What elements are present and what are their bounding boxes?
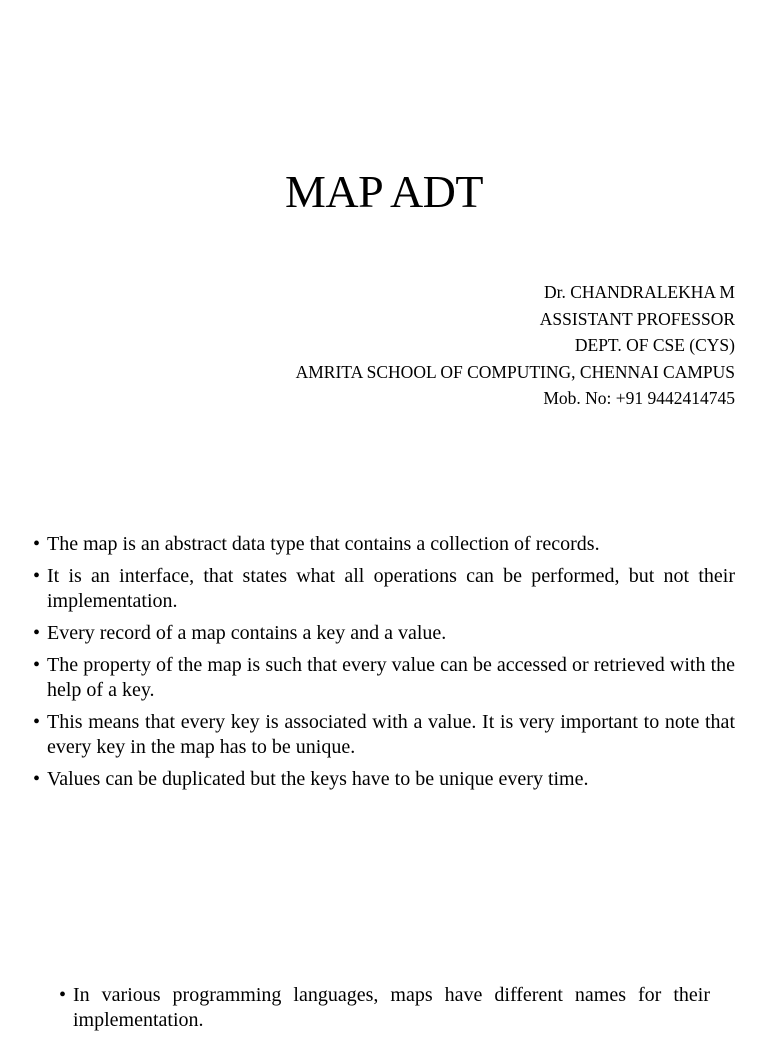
bullet-text: The property of the map is such that every value can be accessed or retrieved with the help of a key. [47, 654, 735, 701]
bullet-icon: • [33, 533, 41, 555]
bullet-text: Values can be duplicated but the keys have to be unique every time. [47, 768, 589, 790]
next-page-bullet-list [59, 983, 710, 1040]
bullet-text: The map is an abstract data type that contains a collection of records. [47, 533, 600, 555]
slide-title: MAP ADT [285, 166, 483, 217]
bullet-icon: • [59, 984, 67, 1006]
list-item [33, 564, 735, 614]
list-item [33, 767, 735, 792]
bullet-list [33, 532, 735, 799]
list-item [33, 621, 735, 646]
bullet-icon: • [33, 622, 41, 644]
bullet-text: This means that every key is associated with a value. It is very important to note that every key in the map has to be unique. [47, 711, 735, 758]
list-item [59, 983, 710, 1033]
author-department: DEPT. OF CSE (CYS) [574, 335, 735, 355]
author-name: Dr. CHANDRALEKHA M [543, 282, 735, 302]
author-position: ASSISTANT PROFESSOR [539, 308, 735, 329]
bullet-icon: • [33, 654, 41, 676]
list-item [33, 653, 735, 703]
bullet-text: Every record of a map contains a key and a value. [47, 622, 447, 644]
bullet-text: In various programming languages, maps have different names for their implementation. [73, 984, 710, 1031]
author-block [135, 279, 735, 412]
bullet-icon: • [33, 768, 41, 790]
bullet-icon: • [33, 711, 41, 733]
list-item [33, 710, 735, 760]
author-institution: AMRITA SCHOOL OF COMPUTING, CHENNAI CAMPUS [295, 361, 735, 382]
bullet-text: It is an interface, that states what all operations can be performed, but not their implementation. [47, 565, 735, 612]
bullet-icon: • [33, 565, 41, 587]
author-mobile: Mob. No: +91 9442414745 [543, 388, 735, 408]
list-item [33, 532, 735, 557]
